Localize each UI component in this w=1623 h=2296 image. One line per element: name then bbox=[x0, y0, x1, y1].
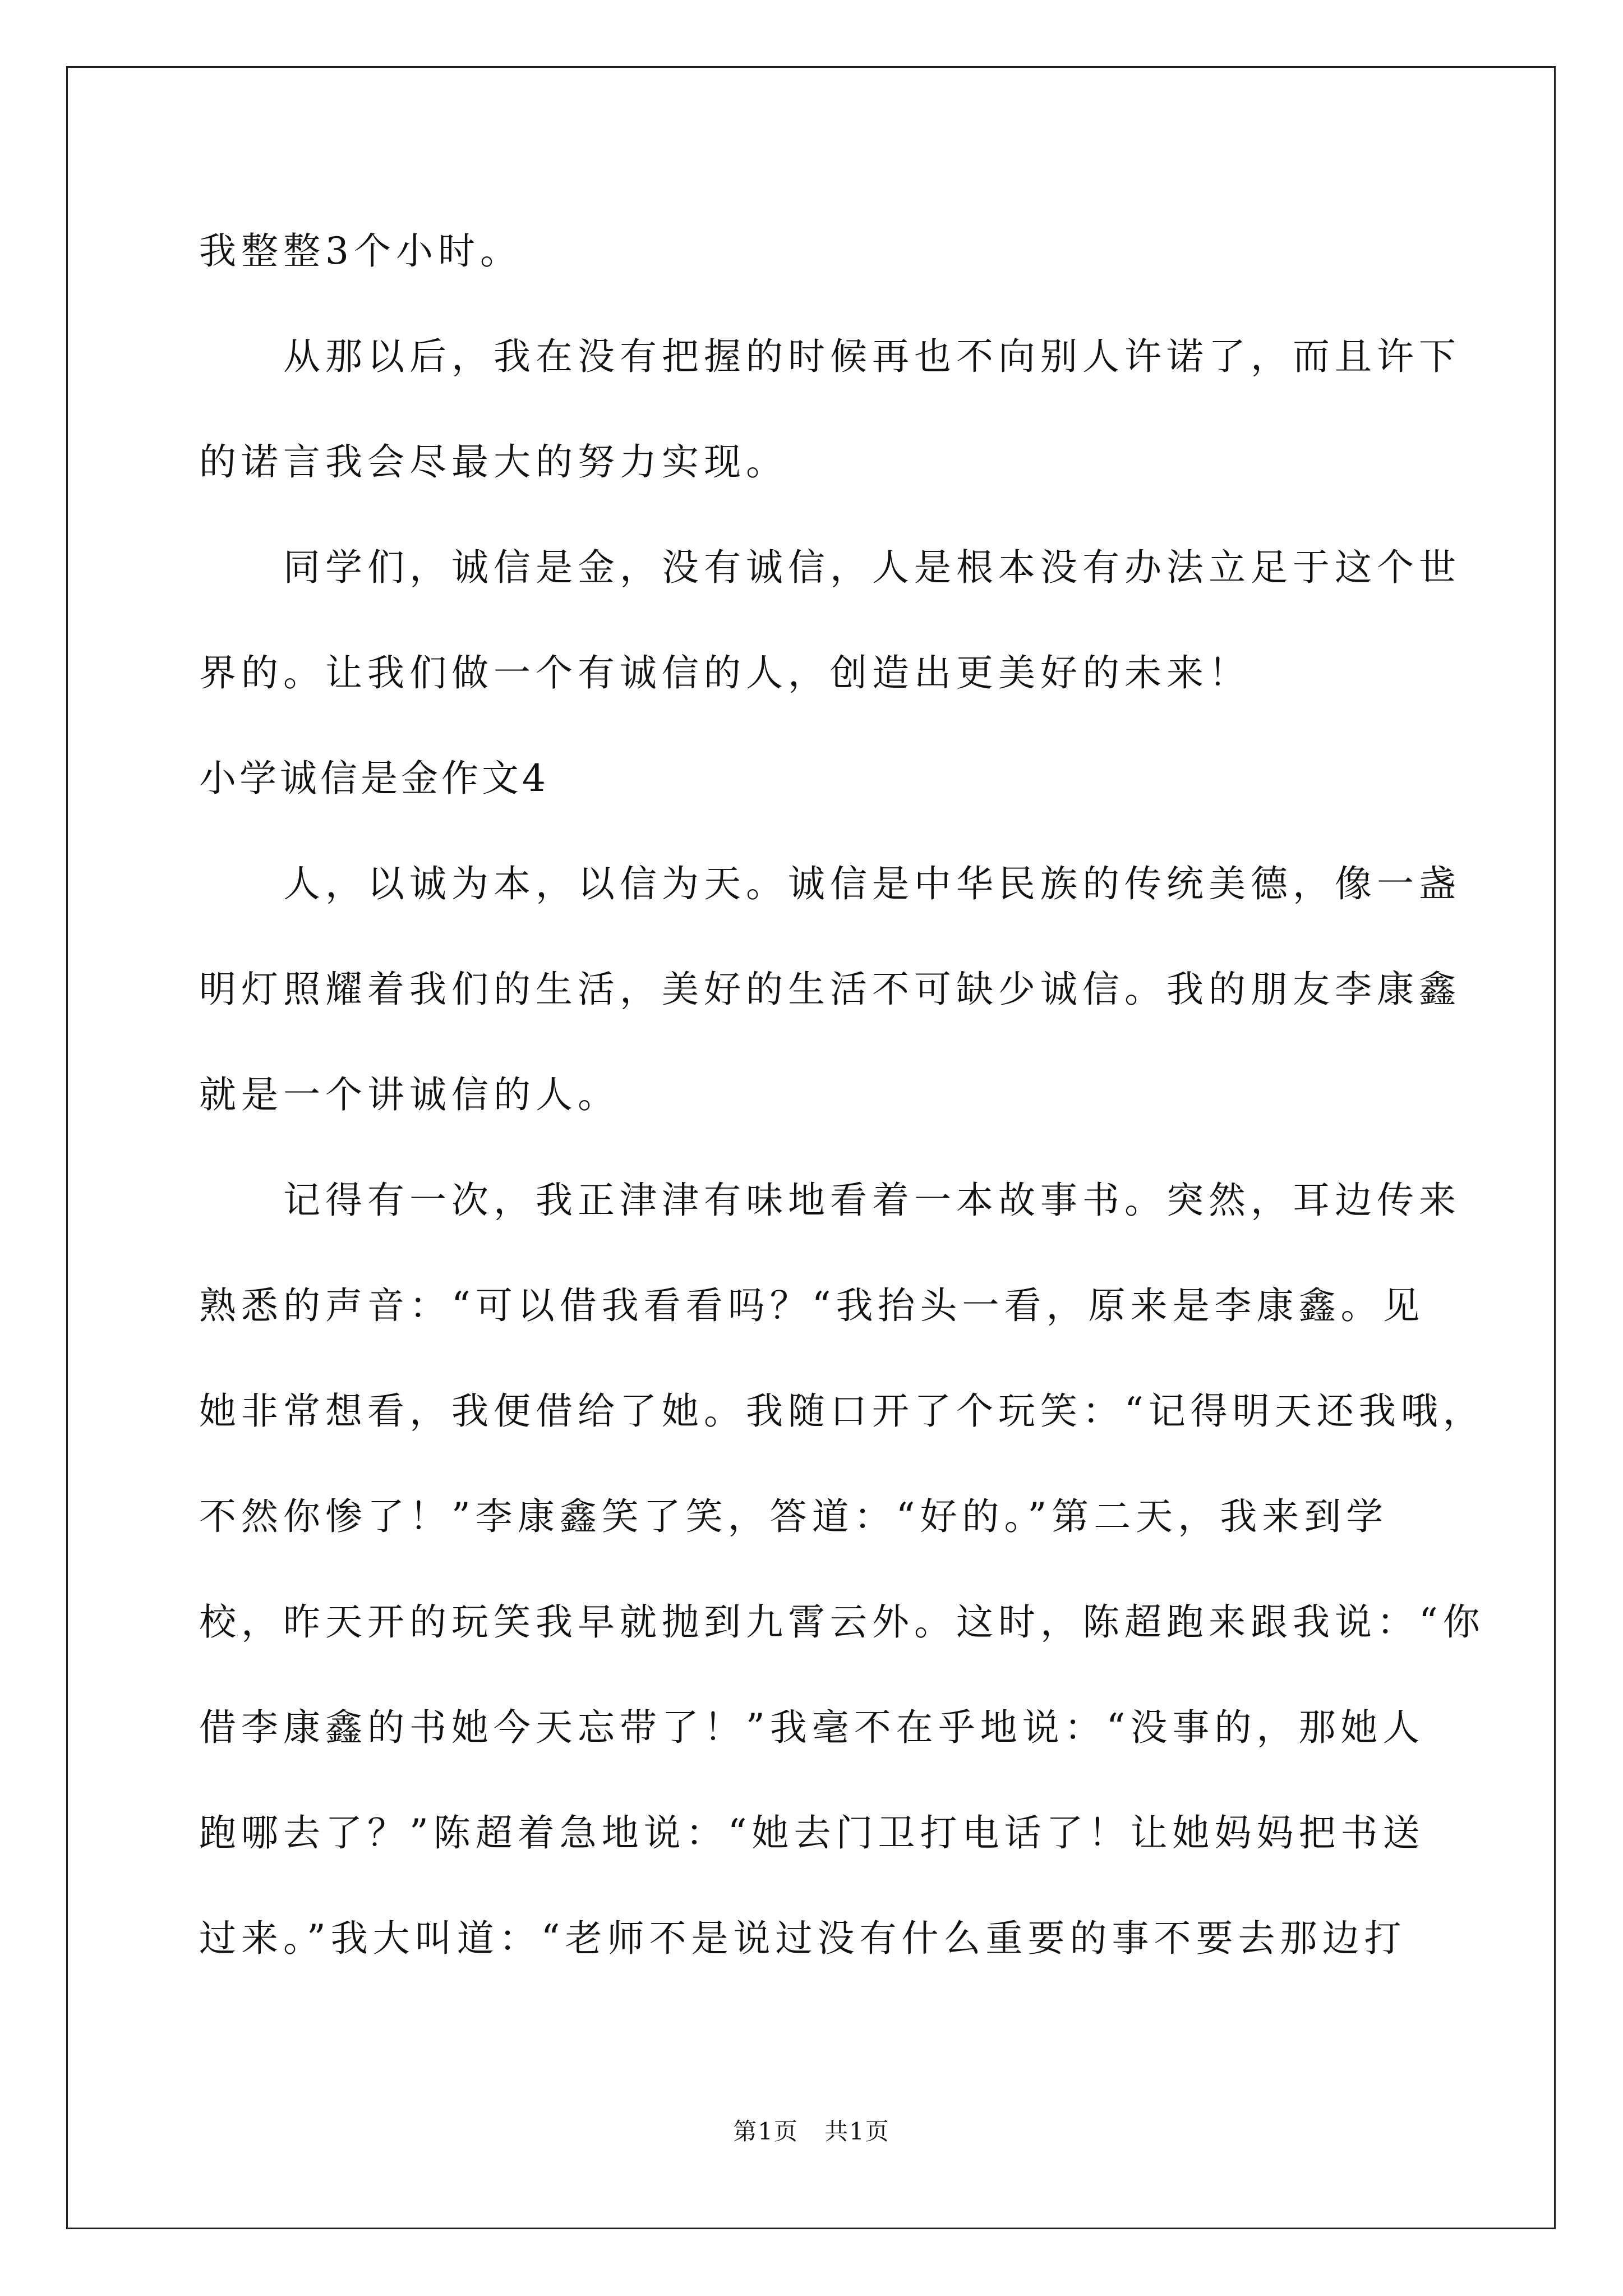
text-line: 从那以后，我在没有把握的时候再也不向别人许诺了，而且许下 bbox=[283, 335, 1461, 378]
text-line: 我整整3个小时。 bbox=[199, 229, 522, 273]
text-line: 界的。让我们做一个有诚信的人，创造出更美好的未来！ bbox=[199, 651, 1251, 694]
text-line: 同学们，诚信是金，没有诚信，人是根本没有办法立足于这个世 bbox=[283, 546, 1461, 589]
text-line: 的诺言我会尽最大的努力实现。 bbox=[199, 440, 788, 484]
document-body bbox=[199, 216, 1485, 2009]
text-line: 不然你惨了！”李康鑫笑了笑，答道：“好的。”第二天，我来到学 bbox=[199, 1495, 1389, 1538]
text-line: 记得有一次，我正津津有味地看着一本故事书。突然，耳边传来 bbox=[283, 1179, 1461, 1222]
text-line: 人，以诚为本，以信为天。诚信是中华民族的传统美德，像一盏 bbox=[283, 862, 1461, 905]
text-line: 校，昨天开的玩笑我早就抛到九霄云外。这时，陈超跑来跟我说：“你 bbox=[199, 1600, 1485, 1644]
text-line: 跑哪去了？”陈超着急地说：“她去门卫打电话了！让她妈妈把书送 bbox=[199, 1811, 1425, 1855]
page-footer bbox=[0, 2115, 1623, 2148]
text-line: 熟悉的声音：“可以借我看看吗？“我抬头一看，原来是李康鑫。见 bbox=[199, 1284, 1425, 1327]
page-total: 共1页 bbox=[824, 2118, 890, 2145]
text-line: 她非常想看，我便借给了她。我随口开了个玩笑：“记得明天还我哦， bbox=[199, 1389, 1485, 1433]
text-line: 借李康鑫的书她今天忘带了！”我毫不在乎地说：“没事的，那她人 bbox=[199, 1706, 1425, 1749]
section-heading: 小学诚信是金作文4 bbox=[199, 757, 549, 800]
page-number: 第1页 bbox=[733, 2118, 799, 2145]
text-line: 明灯照耀着我们的生活，美好的生活不可缺少诚信。我的朋友李康鑫 bbox=[199, 968, 1461, 1011]
text-line: 就是一个讲诚信的人。 bbox=[199, 1073, 620, 1116]
text-line: 过来。”我大叫道：“老师不是说过没有什么重要的事不要去那边打 bbox=[199, 1917, 1407, 1960]
